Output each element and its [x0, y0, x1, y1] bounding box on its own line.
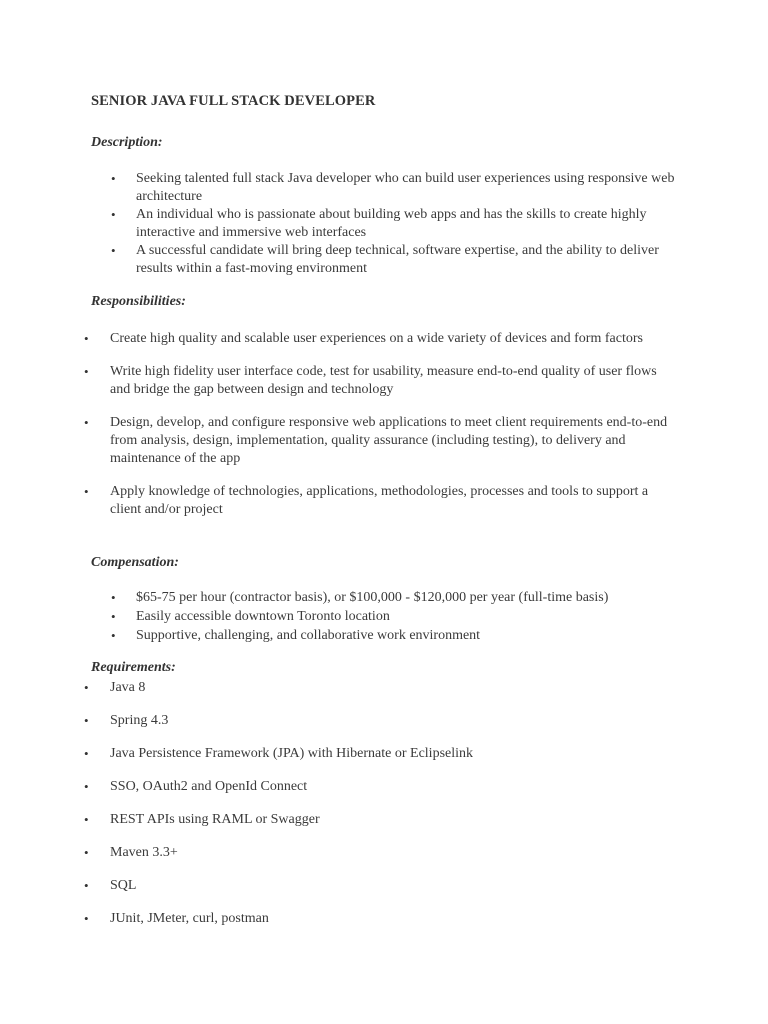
description-list: [111, 170, 676, 278]
list-item: [84, 778, 670, 796]
description-heading: Description:: [91, 135, 163, 150]
list-item-text: Design, develop, and configure responsive web applications to meet client requirements end-to-end from analysis, design, implementation, quality assurance (including testing), to delivery and maintenance of the app: [110, 415, 668, 466]
compensation-list: [111, 589, 676, 645]
list-item-text: SQL: [110, 878, 137, 893]
list-item: [84, 811, 670, 829]
bullet-icon: •: [111, 609, 116, 624]
list-item: [84, 910, 670, 928]
list-item: [111, 608, 676, 626]
responsibilities-heading: Responsibilities:: [91, 294, 186, 309]
list-item: [84, 330, 670, 348]
list-item-text: Seeking talented full stack Java developer who can build user experiences using responsive web architecture: [136, 171, 675, 204]
list-item-text: SSO, OAuth2 and OpenId Connect: [110, 779, 308, 794]
bullet-icon: •: [84, 680, 89, 695]
list-item: [84, 877, 670, 895]
list-item: [111, 627, 676, 645]
requirements-list: [84, 679, 670, 943]
list-item-text: An individual who is passionate about building web apps and has the skills to create highly interactive and immersive web interfaces: [136, 207, 647, 240]
list-item-text: REST APIs using RAML or Swagger: [110, 812, 320, 827]
bullet-icon: •: [84, 812, 89, 827]
bullet-icon: •: [84, 911, 89, 926]
list-item: [84, 679, 670, 697]
bullet-icon: •: [111, 628, 116, 643]
list-item-text: Apply knowledge of technologies, applications, methodologies, processes and tools to support a client and/or project: [110, 484, 649, 517]
bullet-icon: •: [84, 746, 89, 761]
list-item: [84, 844, 670, 862]
list-item: [84, 414, 670, 468]
bullet-icon: •: [111, 207, 116, 222]
bullet-icon: •: [84, 713, 89, 728]
requirements-heading: Requirements:: [91, 660, 176, 675]
compensation-heading: Compensation:: [91, 555, 179, 570]
list-item-text: Supportive, challenging, and collaborative work environment: [136, 628, 481, 643]
bullet-icon: •: [84, 331, 89, 346]
list-item: [84, 712, 670, 730]
responsibilities-list: [84, 330, 670, 534]
bullet-icon: •: [84, 484, 89, 499]
list-item-text: Create high quality and scalable user experiences on a wide variety of devices and form factors: [110, 331, 643, 346]
list-item: [111, 589, 676, 607]
list-item-text: JUnit, JMeter, curl, postman: [110, 911, 269, 926]
list-item-text: A successful candidate will bring deep technical, software expertise, and the ability to deliver results within a fast-moving environment: [136, 243, 659, 276]
list-item: [84, 483, 670, 519]
bullet-icon: •: [84, 845, 89, 860]
list-item: [84, 745, 670, 763]
list-item: [111, 242, 676, 278]
list-item-text: Maven 3.3+: [110, 845, 178, 860]
list-item: [84, 363, 670, 399]
list-item-text: Java 8: [110, 680, 146, 695]
bullet-icon: •: [111, 590, 116, 605]
list-item-text: $65-75 per hour (contractor basis), or $100,000 - $120,000 per year (full-time basis): [136, 590, 609, 605]
bullet-icon: •: [84, 364, 89, 379]
list-item: [111, 206, 676, 242]
bullet-icon: •: [84, 878, 89, 893]
list-item-text: Spring 4.3: [110, 713, 169, 728]
list-item-text: Java Persistence Framework (JPA) with Hibernate or Eclipselink: [110, 746, 474, 761]
bullet-icon: •: [111, 171, 116, 186]
bullet-icon: •: [84, 779, 89, 794]
bullet-icon: •: [84, 415, 89, 430]
page-title: SENIOR JAVA FULL STACK DEVELOPER: [91, 93, 376, 109]
list-item-text: Write high fidelity user interface code, test for usability, measure end-to-end quality of user flows and bridge the gap between design and technology: [110, 364, 657, 397]
list-item-text: Easily accessible downtown Toronto location: [136, 609, 390, 624]
bullet-icon: •: [111, 243, 116, 258]
list-item: [111, 170, 676, 206]
